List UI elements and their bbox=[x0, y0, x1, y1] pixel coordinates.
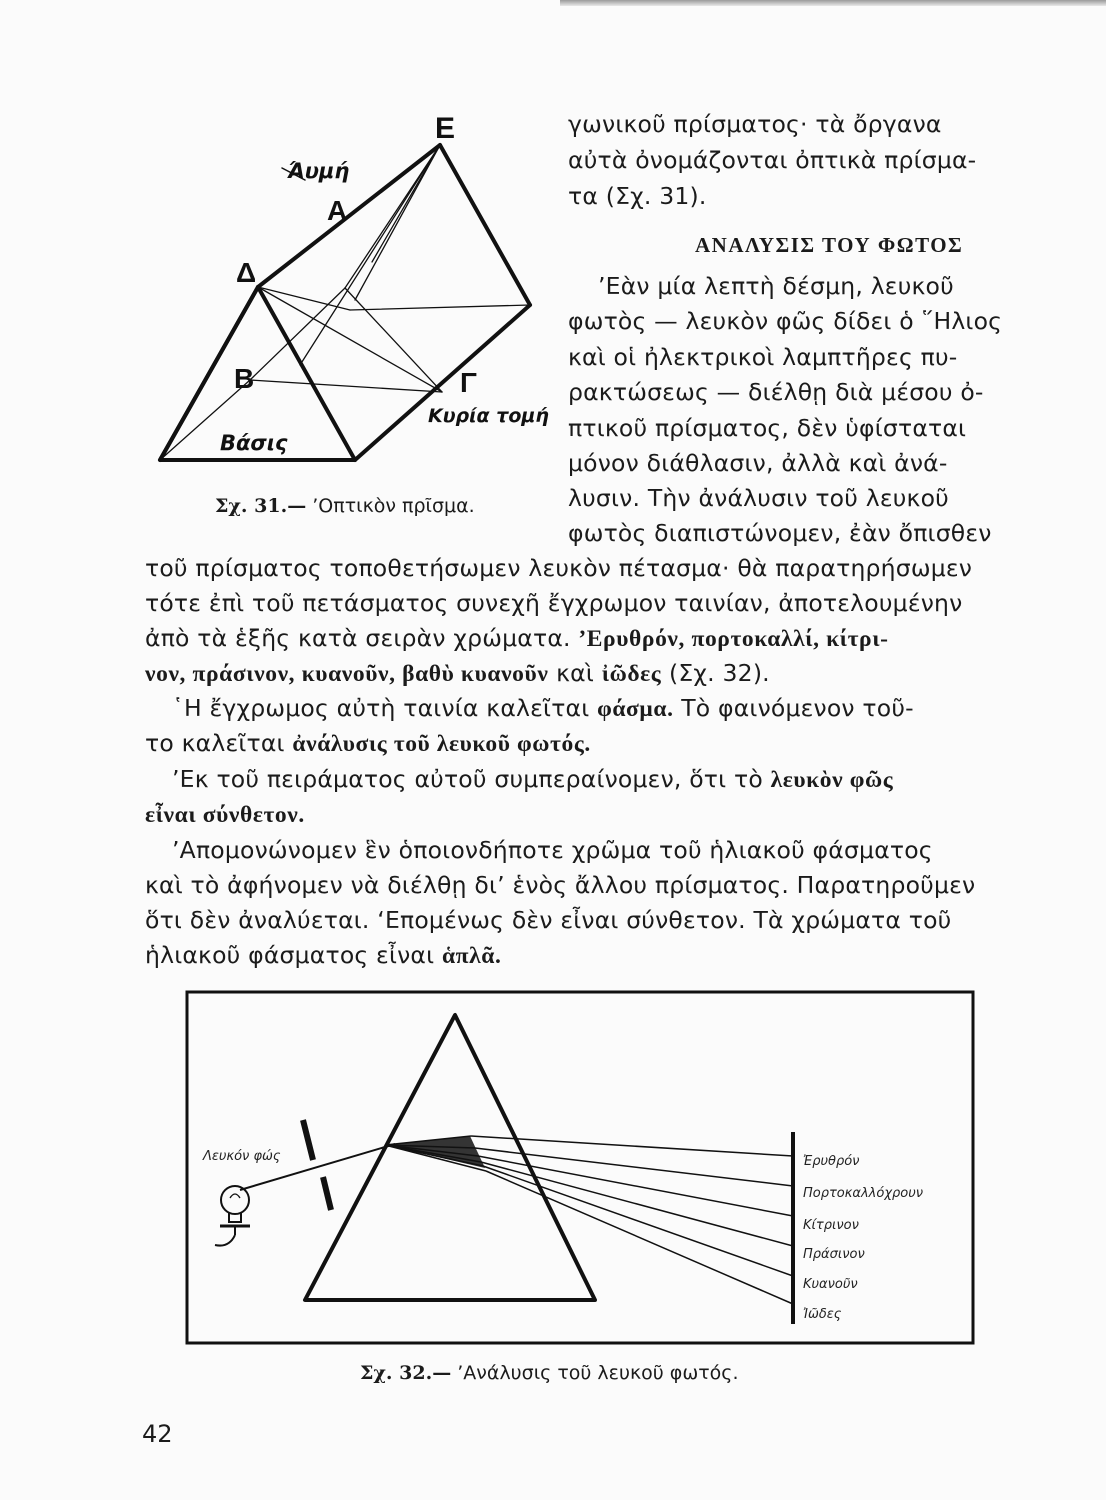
text-line: καὶ τὸ ἀφήνομεν νὰ διέλθῃ δι’ ἑνὸς ἄλλου πρίσματος. Παρατηροῦμεν bbox=[145, 871, 976, 899]
text-line: ’Εκ τοῦ πειράματος αὐτοῦ συμπεραίνομεν, ὅτι τὸ λευκὸν φῶς bbox=[172, 765, 894, 793]
label-vasis: Βάσις bbox=[220, 431, 288, 455]
section-heading: ΑΝΑΛΥΣΙΣ ΤΟΥ ΦΩΤΟΣ bbox=[695, 233, 964, 257]
color-label-green: Πράσινον bbox=[803, 1247, 865, 1262]
text-line: ἡλιακοῦ φάσματος εἶναι ἁπλᾶ. bbox=[145, 941, 502, 969]
color-label-blue: Κυανοῦν bbox=[803, 1277, 858, 1292]
lamp-icon bbox=[215, 1186, 250, 1246]
text-line: ἀπὸ τὰ ἑξῆς κατὰ σειρὰν χρώματα. ’Ερυθρόν, πορτοκαλλί, κίτρι- bbox=[145, 624, 889, 652]
text-line: ὅτι δὲν ἀναλύεται. ‘Επομένως δὲν εἶναι σύνθετον. Τὰ χρώματα τοῦ bbox=[145, 906, 952, 934]
page-edge-shadow bbox=[560, 0, 1106, 6]
text-line: νον, πράσινον, κυανοῦν, βαθὺ κυανοῦν καὶ ἰῶδες (Σχ. 32). bbox=[145, 659, 770, 687]
color-label-violet: Ἰῶδες bbox=[803, 1307, 842, 1322]
page-number: 42 bbox=[142, 1420, 173, 1448]
color-label-orange: Πορτοκαλλόχρουν bbox=[803, 1186, 924, 1201]
label-B: Β bbox=[234, 363, 255, 394]
text-line: ῾Η ἔγχρωμος αὐτὴ ταινία καλεῖται φάσμα. Τὸ φαινόμενον τοῦ- bbox=[172, 694, 914, 722]
label-akmi: Άυμή bbox=[288, 159, 350, 183]
text-line: γωνικοῦ πρίσματος· τὰ ὄργανα bbox=[568, 110, 942, 138]
prism-bottom-edge bbox=[355, 305, 530, 460]
color-label-yellow: Κίτρινον bbox=[803, 1218, 859, 1233]
prism-right-back-edge bbox=[440, 145, 530, 305]
text-line: τοῦ πρίσματος τοποθετήσωμεν λευκὸν πέτασμα· θὰ παρατηρήσωμεν bbox=[145, 554, 973, 582]
text-line: εἶναι σύνθετον. bbox=[145, 802, 305, 828]
text-line: καὶ οἱ ἠλεκτρικοὶ λαμπτῆρες πυ- bbox=[568, 343, 958, 371]
label-D: Δ bbox=[236, 257, 257, 288]
label-kyria-tomi: Κυρία τομή bbox=[428, 405, 549, 427]
text-line: λυσιν. Τὴν ἀνάλυσιν τοῦ λευκοῦ bbox=[568, 484, 949, 512]
label-E: E bbox=[435, 112, 456, 145]
text-line: μόνον διάθλασιν, ἀλλὰ καὶ ἀνά- bbox=[568, 449, 948, 477]
text-line: τα (Σχ. 31). bbox=[568, 182, 707, 210]
prism-figure-31 bbox=[150, 100, 550, 480]
slit-lower bbox=[323, 1177, 331, 1210]
color-label-red: Ἐρυθρόν bbox=[803, 1154, 860, 1169]
text-line: φωτὸς διαπιστώνομεν, ἐὰν ὄπισθεν bbox=[568, 519, 992, 547]
figure-31-caption: Σχ. 31.— ’Οπτικὸν πρῖσμα. bbox=[215, 495, 475, 517]
text-line: ρακτώσεως — διέλθῃ διὰ μέσου ὀ- bbox=[568, 378, 984, 406]
label-A: Α bbox=[327, 195, 348, 226]
text-line: τότε ἐπὶ τοῦ πετάσματος συνεχῆ ἔγχρωμον ταινίαν, ἀποτελουμένην bbox=[145, 589, 963, 617]
slit-upper bbox=[303, 1120, 313, 1160]
text-line: αὐτὰ ὀνομάζονται ὀπτικὰ πρίσμα- bbox=[568, 146, 977, 174]
label-G: Γ bbox=[460, 367, 477, 398]
text-line: το καλεῖται ἀνάλυσις τοῦ λευκοῦ φωτός. bbox=[145, 729, 591, 757]
dispersion-figure-32 bbox=[185, 990, 975, 1345]
white-light-label: Λευκόν φώς bbox=[203, 1149, 281, 1164]
figure-32-caption: Σχ. 32.— ’Ανάλυσις τοῦ λευκοῦ φωτός. bbox=[360, 1362, 739, 1384]
text-line: ’Απομονώνομεν ἓν ὁποιονδήποτε χρῶμα τοῦ ἡλιακοῦ φάσματος bbox=[172, 836, 933, 864]
text-line: ’Εὰν μία λεπτὴ δέσμη, λευκοῦ bbox=[598, 272, 954, 300]
text-line: φωτὸς — λευκὸν φῶς δίδει ὁ ῞Ηλιος bbox=[568, 307, 1003, 335]
text-line: πτικοῦ πρίσματος, δὲν ὑφίσταται bbox=[568, 414, 967, 442]
